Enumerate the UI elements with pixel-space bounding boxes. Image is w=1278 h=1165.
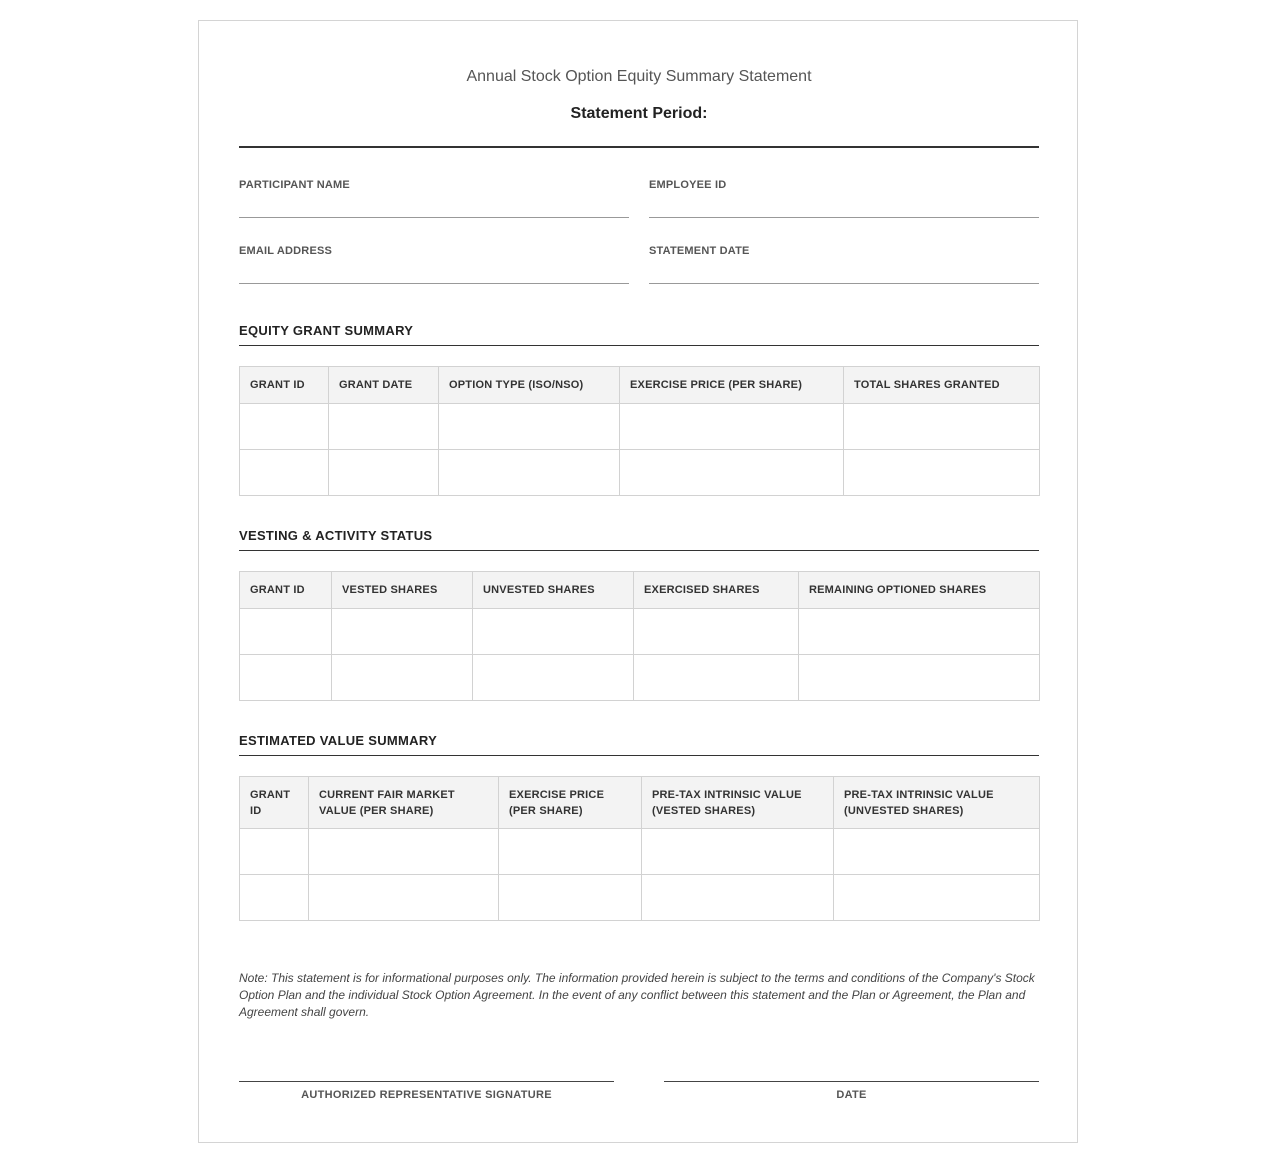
- table-row: [240, 875, 1040, 921]
- table-cell[interactable]: [634, 609, 799, 655]
- table-cell[interactable]: [799, 655, 1040, 701]
- table-header-row: [240, 572, 1040, 609]
- table-cell[interactable]: [642, 829, 834, 875]
- statement-date-field[interactable]: [649, 245, 1039, 257]
- statement-date-label: STATEMENT DATE: [649, 245, 750, 257]
- table-cell[interactable]: [329, 450, 439, 496]
- table-cell[interactable]: [834, 829, 1040, 875]
- participant-name-line[interactable]: [239, 217, 629, 218]
- column-header: EXERCISED SHARES: [634, 572, 799, 609]
- column-header: PRE-TAX INTRINSIC VALUE (VESTED SHARES): [642, 777, 834, 829]
- disclaimer-note: Note: This statement is for informational purposes only. The information provided herein is subject to the terms and conditions of the Company's Stock Option Plan and the individual Stock Option Agreement. In the event of any conflict between this statement and the Plan or Agreement, the Plan and Agreement shall govern.: [239, 971, 1035, 1019]
- table-cell[interactable]: [620, 450, 844, 496]
- column-header: GRANT ID: [240, 367, 329, 404]
- table-cell[interactable]: [799, 609, 1040, 655]
- table-cell[interactable]: [309, 829, 499, 875]
- table-cell[interactable]: [240, 609, 332, 655]
- employee-id-line[interactable]: [649, 217, 1039, 218]
- column-header: PRE-TAX INTRINSIC VALUE (UNVESTED SHARES): [834, 777, 1040, 829]
- table-cell[interactable]: [620, 404, 844, 450]
- statement-page: [198, 20, 1078, 1143]
- table-cell[interactable]: [240, 829, 309, 875]
- table-cell[interactable]: [499, 829, 642, 875]
- column-header: UNVESTED SHARES: [473, 572, 634, 609]
- table-cell[interactable]: [240, 875, 309, 921]
- column-header: CURRENT FAIR MARKET VALUE (PER SHARE): [309, 777, 499, 829]
- email-address-label: EMAIL ADDRESS: [239, 245, 333, 257]
- email-address-field[interactable]: [239, 245, 629, 257]
- column-header: GRANT ID: [240, 777, 309, 829]
- column-header: VESTED SHARES: [332, 572, 473, 609]
- table-header-row: [240, 777, 1040, 829]
- participant-name-field[interactable]: [239, 179, 629, 191]
- email-address-line[interactable]: [239, 283, 629, 284]
- table-cell[interactable]: [329, 404, 439, 450]
- column-header: EXERCISE PRICE (PER SHARE): [620, 367, 844, 404]
- employee-id-field[interactable]: [649, 179, 1039, 191]
- document-title: Annual Stock Option Equity Summary Statement: [466, 68, 812, 85]
- vesting-status-table: [239, 571, 1040, 701]
- table-cell[interactable]: [634, 655, 799, 701]
- grant-summary-title: EQUITY GRANT SUMMARY: [239, 323, 414, 338]
- column-header: TOTAL SHARES GRANTED: [844, 367, 1040, 404]
- grant-summary-rule: [239, 345, 1039, 346]
- representative-signature-label: AUTHORIZED REPRESENTATIVE SIGNATURE: [301, 1089, 552, 1101]
- table-cell[interactable]: [439, 404, 620, 450]
- table-cell[interactable]: [240, 450, 329, 496]
- vesting-status-rule: [239, 550, 1039, 551]
- table-cell[interactable]: [309, 875, 499, 921]
- header-divider: [239, 146, 1039, 148]
- value-summary-rule: [239, 755, 1039, 756]
- table-cell[interactable]: [844, 404, 1040, 450]
- table-row: [240, 609, 1040, 655]
- participant-name-label: PARTICIPANT NAME: [239, 179, 350, 191]
- column-header: OPTION TYPE (ISO/NSO): [439, 367, 620, 404]
- column-header: GRANT ID: [240, 572, 332, 609]
- table-cell[interactable]: [499, 875, 642, 921]
- table-cell[interactable]: [439, 450, 620, 496]
- statement-period-label: Statement Period:: [570, 105, 708, 122]
- value-summary-table: [239, 776, 1040, 921]
- representative-signature-line[interactable]: [239, 1081, 614, 1082]
- value-summary-title: ESTIMATED VALUE SUMMARY: [239, 733, 438, 748]
- table-cell[interactable]: [834, 875, 1040, 921]
- statement-date-line[interactable]: [649, 283, 1039, 284]
- employee-id-label: EMPLOYEE ID: [649, 179, 727, 191]
- table-cell[interactable]: [473, 655, 634, 701]
- table-cell[interactable]: [240, 655, 332, 701]
- table-cell[interactable]: [332, 655, 473, 701]
- table-cell[interactable]: [332, 609, 473, 655]
- table-header-row: [240, 367, 1040, 404]
- table-row: [240, 404, 1040, 450]
- column-header: REMAINING OPTIONED SHARES: [799, 572, 1040, 609]
- table-row: [240, 655, 1040, 701]
- table-cell[interactable]: [240, 404, 329, 450]
- table-row: [240, 450, 1040, 496]
- vesting-status-title: VESTING & ACTIVITY STATUS: [239, 528, 433, 543]
- table-cell[interactable]: [844, 450, 1040, 496]
- signature-date-label: DATE: [836, 1089, 867, 1101]
- table-cell[interactable]: [473, 609, 634, 655]
- column-header: EXERCISE PRICE (PER SHARE): [499, 777, 642, 829]
- signature-date-line[interactable]: [664, 1081, 1039, 1082]
- column-header: GRANT DATE: [329, 367, 439, 404]
- table-row: [240, 829, 1040, 875]
- grant-summary-table: [239, 366, 1040, 496]
- table-cell[interactable]: [642, 875, 834, 921]
